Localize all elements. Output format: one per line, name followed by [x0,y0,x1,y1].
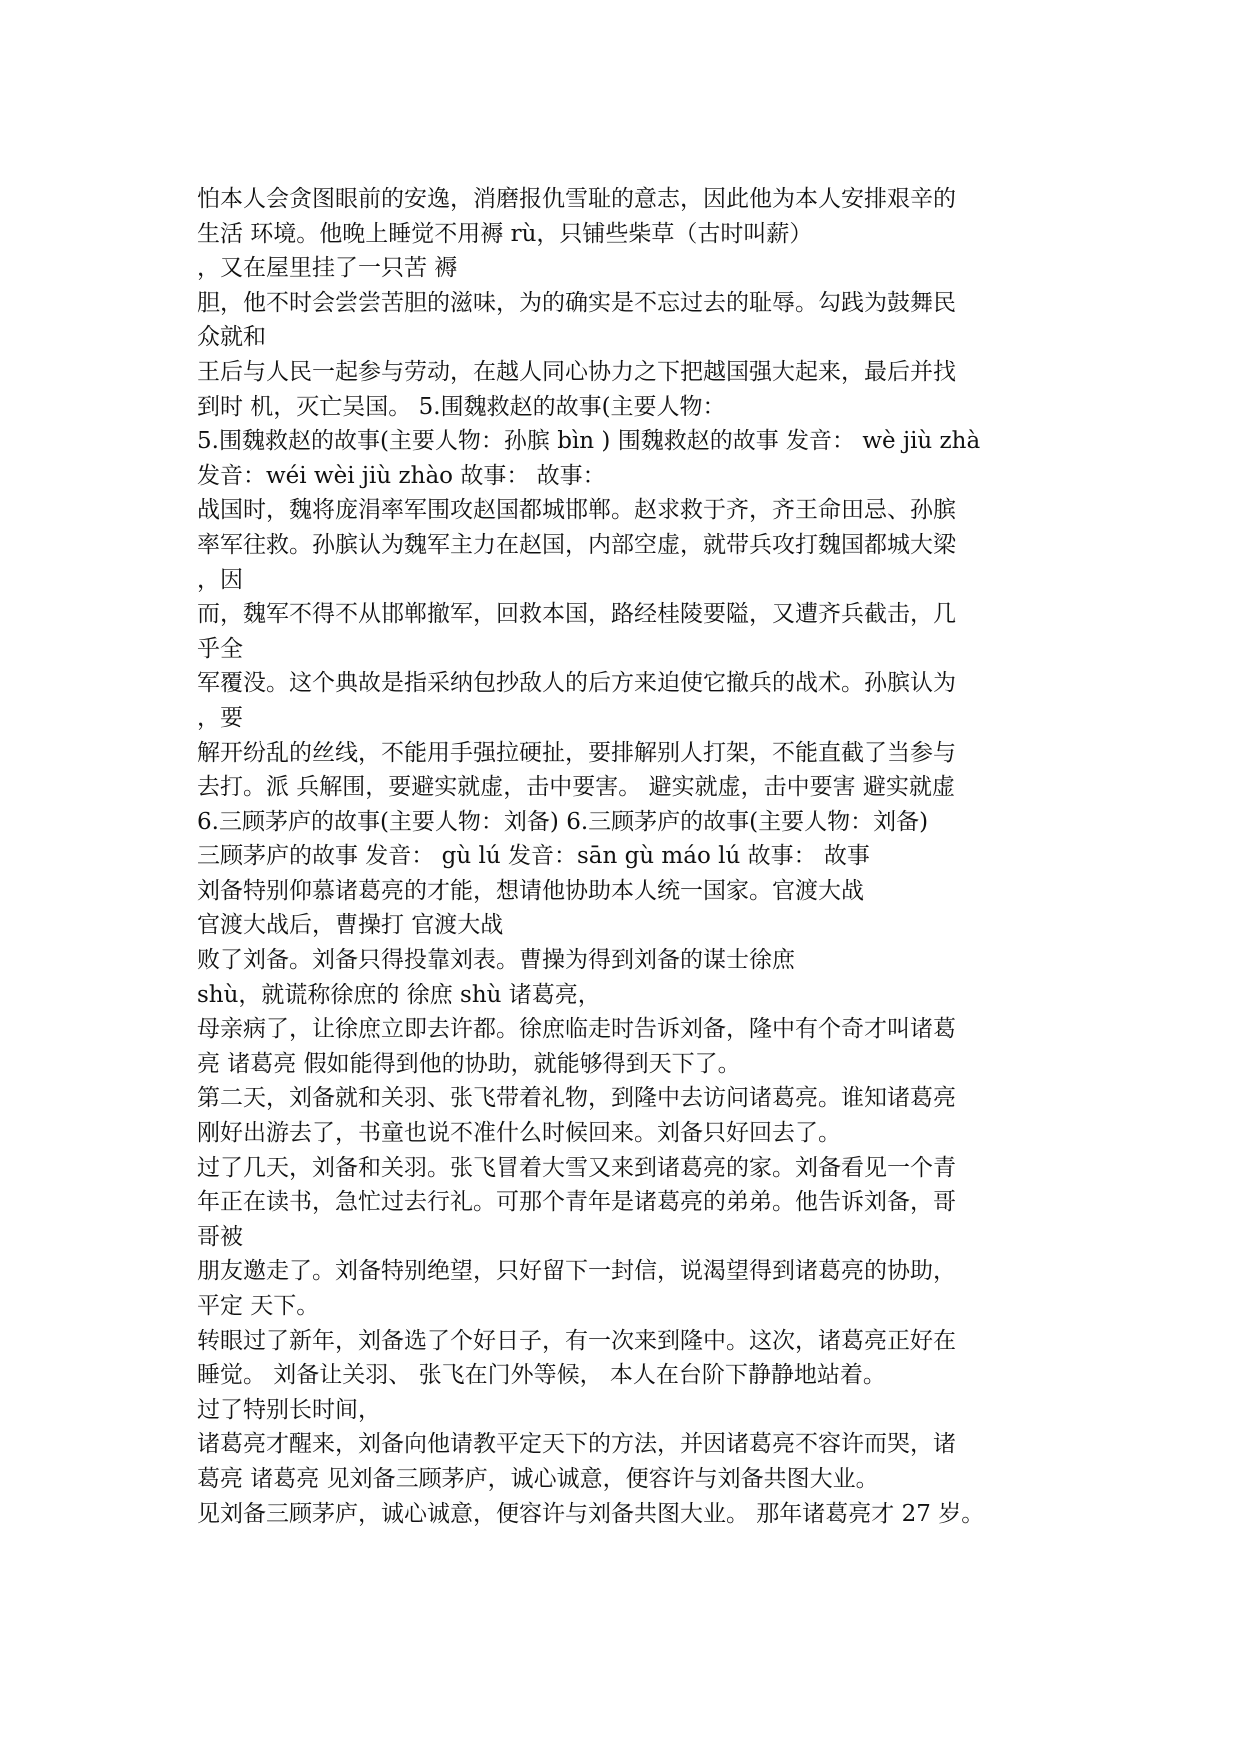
text-line: 而，魏军不得不从邯郸撤军，回救本国，路经桂陵要隘，又遭齐兵截击，几 [197,601,956,628]
text-line: 去打。派 兵解围，要避实就虚，击中要害。 避实就虚，击中要害 避实就虚 [197,774,955,801]
text-line: 率军往救。孙膑认为魏军主力在赵国，内部空虚，就带兵攻打魏国都城大梁 [197,531,956,558]
text-line: ，又在屋里挂了一只苦 褥 [197,255,458,282]
text-line: 胆，他不时会尝尝苦胆的滋味，为的确实是不忘过去的耻辱。勾践为鼓舞民 [197,289,956,316]
text-line: 众就和 [197,324,266,351]
text-line: 见刘备三顾茅庐，诚心诚意，便容许与刘备共图大业。 那年诸葛亮才 27 岁。 [197,1500,985,1527]
text-line: 三顾茅庐的故事 发音： gù lú 发音：sān gù máo lú 故事： 故事 [197,843,870,870]
text-line: 哥被 [197,1223,243,1250]
text-line: 过了特别长时间， [197,1396,381,1423]
text-line: 5.围魏救赵的故事(主要人物：孙膑 bìn ) 围魏救赵的故事 发音： wè jiù zhà [197,428,981,455]
text-line: 葛亮 诸葛亮 见刘备三顾茅庐，诚心诚意，便容许与刘备共图大业。 [197,1465,879,1492]
text-line: 朋友邀走了。刘备特别绝望，只好留下一封信，说渴望得到诸葛亮的协助， [197,1258,956,1285]
text-line: 战国时，魏将庞涓率军围攻赵国都城邯郸。赵求救于齐，齐王命田忌、孙膑 [197,497,956,524]
text-line: 亮 诸葛亮 假如能得到他的协助，就能够得到天下了。 [197,1050,741,1077]
text-line: 生活 环境。他晚上睡觉不用褥 rù，只铺些柴草（古时叫薪） [197,220,813,247]
text-line: 诸葛亮才醒来，刘备向他请教平定天下的方法，并因诸葛亮不容许而哭，诸 [197,1431,956,1458]
text-line: 官渡大战后，曹操打 官渡大战 [197,912,504,939]
text-line: 刘备特别仰慕诸葛亮的才能，想请他协助本人统一国家。官渡大战 [197,877,864,904]
text-line: 年正在读书，急忙过去行礼。可那个青年是诸葛亮的弟弟。他告诉刘备，哥 [197,1189,956,1216]
text-line: ，要 [197,704,243,731]
text-line: 怕本人会贪图眼前的安逸，消磨报仇雪耻的意志，因此他为本人安排艰辛的 [197,186,956,212]
text-line: 6.三顾茅庐的故事(主要人物：刘备) 6.三顾茅庐的故事(主要人物：刘备) [197,808,929,835]
text-line: 败了刘备。刘备只得投靠刘表。曹操为得到刘备的谋士徐庶 [197,947,795,974]
text-line: shù，就谎称徐庶的 徐庶 shù 诸葛亮， [197,981,601,1008]
text-line: 睡觉。 刘备让关羽、 张飞在门外等候， 本人在台阶下静静地站着。 [197,1362,886,1389]
text-line: ，因 [197,566,243,593]
text-line: 发音：wéi wèi jiù zhào 故事： 故事： [197,462,606,489]
text-line: 转眼过了新年，刘备选了个好日子，有一次来到隆中。这次，诸葛亮正好在 [197,1327,956,1354]
text-line: 王后与人民一起参与劳动，在越人同心协力之下把越国强大起来，最后并找 [197,358,956,385]
text-line: 解开纷乱的丝线，不能用手强拉硬扯，要排解别人打架，不能直截了当参与 [197,739,956,766]
text-line: 刚好出游去了，书童也说不准什么时候回来。刘备只好回去了。 [197,1120,841,1147]
text-line: 过了几天，刘备和关羽。张飞冒着大雪又来到诸葛亮的家。刘备看见一个青 [197,1154,956,1181]
text-line: 到时 机，灭亡吴国。 5.围魏救赵的故事(主要人物： [197,393,726,420]
text-line: 第二天，刘备就和关羽、张飞带着礼物，到隆中去访问诸葛亮。谁知诸葛亮 [197,1085,956,1112]
text-line: 军覆没。这个典故是指采纳包抄敌人的后方来迫使它撤兵的战术。孙膑认为 [197,670,956,697]
document-body [197,182,1047,1531]
text-line: 平定 天下。 [197,1293,320,1319]
text-line: 母亲病了，让徐庶立即去许都。徐庶临走时告诉刘备，隆中有个奇才叫诸葛 [197,1016,956,1043]
text-line: 乎全 [197,635,243,662]
